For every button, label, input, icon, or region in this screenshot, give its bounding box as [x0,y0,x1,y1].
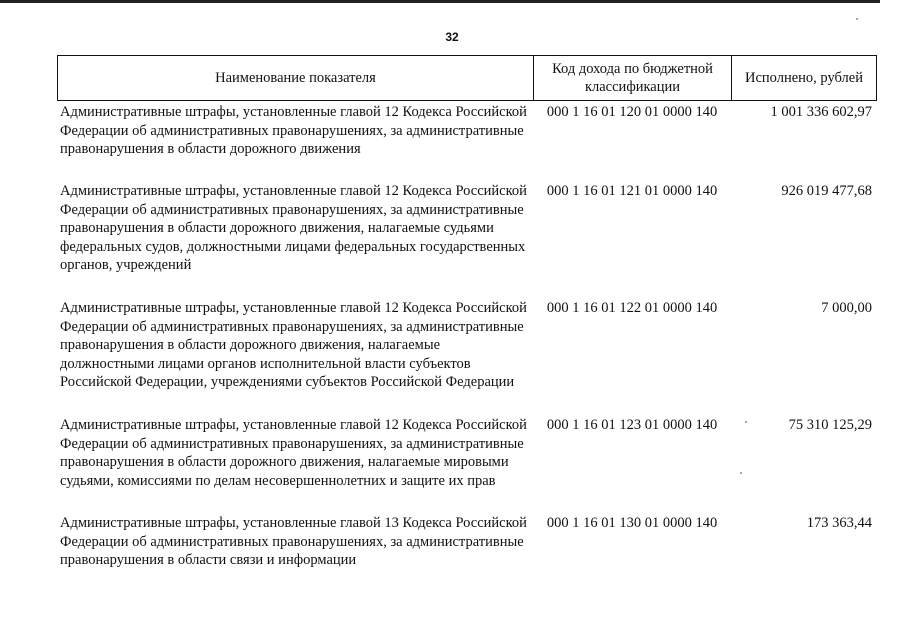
top-border-line [0,0,880,3]
row-amount: 926 019 477,68 [781,183,872,199]
page-number: 32 [445,30,459,44]
scan-speck [856,18,858,20]
row-code: 000 1 16 01 122 01 0000 140 [546,300,718,316]
table-row [57,182,877,299]
table-row [57,416,877,514]
table-row [57,514,877,574]
row-amount: 173 363,44 [806,515,872,531]
row-code: 000 1 16 01 120 01 0000 140 [546,104,718,120]
row-name: Административные штрафы, установленные главой 13 Кодекса Российской Федерации об административных правонарушениях, за административные правонарушения в области связи и информации [60,515,527,568]
header-amount: Исполнено, рублей [745,70,863,86]
table-body [57,103,877,574]
table-row [57,103,877,182]
row-name: Административные штрафы, установленные главой 12 Кодекса Российской Федерации об административных правонарушениях, за административные правонарушения в области дорожного движения, налагаемые судьями федеральных судов, должностными лицами федеральных государственных органов, учреждений [60,183,527,273]
row-amount: 1 001 336 602,97 [770,104,872,120]
table-header [57,55,877,101]
header-name: Наименование показателя [58,56,534,100]
row-name: Административные штрафы, установленные главой 12 Кодекса Российской Федерации об административных правонарушениях, за административные правонарушения в области дорожного движения, налагаемые должностными лицами органов исполнительной власти субъектов Российской Федерации, учреждениями субъектов Российской Федерации [60,300,527,390]
row-code: 000 1 16 01 121 01 0000 140 [546,183,718,199]
row-name: Административные штрафы, установленные главой 12 Кодекса Российской Федерации об административных правонарушениях, за административные правонарушения в области дорожного движения, налагаемые мировыми судьями, комиссиями по делам несовершеннолетних и защите их прав [60,417,527,489]
row-code: 000 1 16 01 130 01 0000 140 [546,515,718,531]
row-name: Административные штрафы, установленные главой 12 Кодекса Российской Федерации об административных правонарушениях, за административные правонарушения в области дорожного движения [60,104,527,157]
header-code: Код дохода по бюджетной классификации [534,56,732,100]
row-amount: 75 310 125,29 [788,417,872,433]
row-code: 000 1 16 01 123 01 0000 140 [546,417,718,433]
table-row [57,299,877,416]
scan-speck [745,421,747,423]
scan-speck [740,472,742,474]
row-amount: 7 000,00 [821,300,872,316]
